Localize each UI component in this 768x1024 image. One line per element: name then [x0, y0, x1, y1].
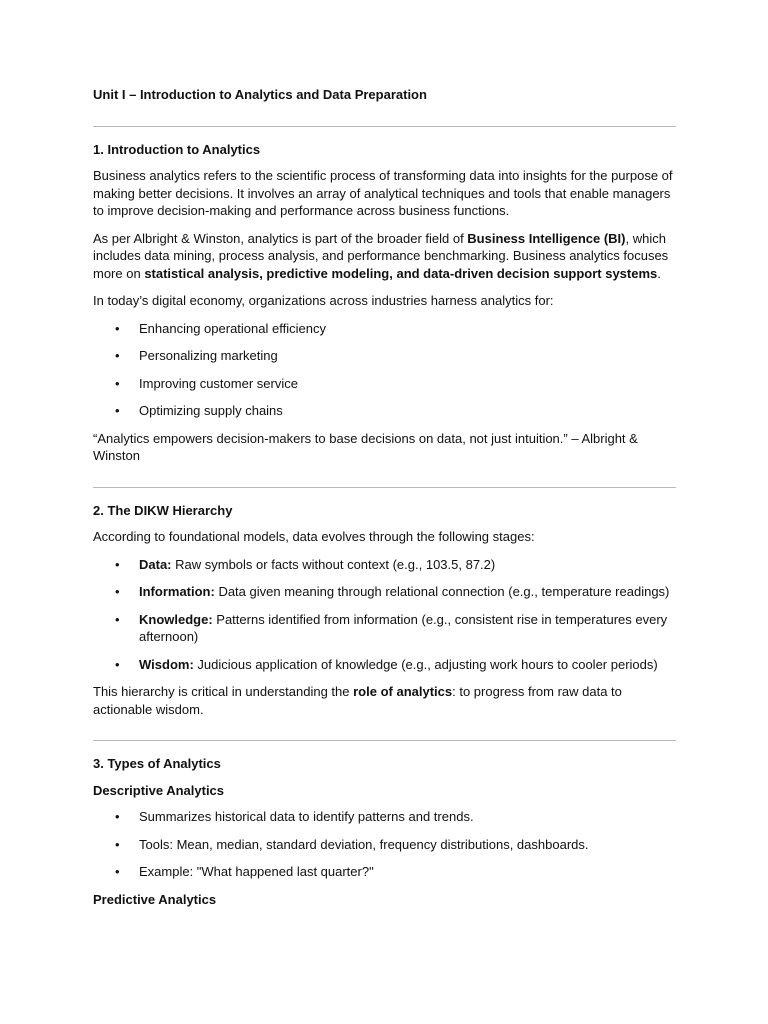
- bullet-icon: •: [115, 864, 120, 879]
- list-item: [93, 556, 676, 574]
- section-3-heading: 3. Types of Analytics: [93, 756, 221, 771]
- section-divider: [93, 740, 676, 741]
- list-item-text: Example: "What happened last quarter?": [139, 864, 374, 879]
- list-item: [93, 347, 676, 365]
- text-run: This hierarchy is critical in understanding the: [93, 684, 354, 699]
- text-run: .: [657, 265, 661, 281]
- list-item: [93, 863, 676, 881]
- list-item: [93, 611, 676, 646]
- list-item-text: Enhancing operational efficiency: [139, 320, 326, 336]
- section-2-heading: 2. The DIKW Hierarchy: [93, 502, 233, 518]
- bullet-icon: •: [115, 836, 120, 852]
- list-item: [93, 808, 676, 826]
- document-title: Unit I – Introduction to Analytics and Data Preparation: [93, 87, 427, 102]
- section-1-quote: “Analytics empowers decision-makers to base decisions on data, not just intuition.” – Albright & Winston: [93, 430, 638, 463]
- section-divider: [93, 487, 676, 488]
- spacer: [93, 475, 676, 487]
- list-item-text: Judicious application of knowledge (e.g., adjusting work hours to cooler periods): [193, 656, 658, 672]
- list-item-text: Tools: Mean, median, standard deviation, frequency distributions, dashboards.: [139, 836, 589, 852]
- bold-text-bi: Business Intelligence (BI): [467, 230, 626, 246]
- section-3-bullet-list: [93, 808, 676, 881]
- list-item: [93, 320, 676, 338]
- list-item-text: Optimizing supply chains: [139, 403, 283, 418]
- section-1-bullet-list: [93, 320, 676, 420]
- list-item-text: Raw symbols or facts without context (e.g., 103.5, 87.2): [171, 556, 496, 572]
- text-run: As per Albright & Winston, analytics is part of the broader field of: [93, 230, 468, 246]
- list-item-text: Patterns identified from information (e.g., consistent rise in temperatures every afternoon): [139, 611, 668, 644]
- text-run: : to progress from raw data to actionable wisdom.: [93, 684, 622, 717]
- spacer: [93, 728, 676, 740]
- document-page: [93, 86, 676, 917]
- list-item-text: Personalizing marketing: [139, 348, 278, 363]
- section-1-paragraph-3: In today’s digital economy, organizations across industries harness analytics for:: [93, 293, 554, 308]
- list-item: [93, 375, 676, 393]
- bullet-icon: •: [115, 809, 120, 824]
- list-item: [93, 836, 676, 854]
- bold-text-role: role of analytics: [353, 684, 453, 699]
- bullet-icon: •: [115, 375, 120, 391]
- bullet-icon: •: [115, 320, 120, 336]
- bullet-icon: •: [115, 584, 120, 599]
- bullet-icon: •: [115, 348, 120, 363]
- list-item-text: Data given meaning through relational connection (e.g., temperature readings): [214, 584, 670, 599]
- list-item: [93, 402, 676, 420]
- list-item: [93, 583, 676, 601]
- list-item-term: Information:: [139, 584, 215, 599]
- list-item-text: Improving customer service: [139, 375, 298, 391]
- list-item: [93, 656, 676, 674]
- list-item-term: Knowledge:: [139, 611, 213, 627]
- list-item-term: Wisdom:: [139, 656, 194, 672]
- list-item-text: Summarizes historical data to identify patterns and trends.: [139, 809, 474, 824]
- section-divider: [93, 126, 676, 127]
- bullet-icon: •: [115, 556, 120, 572]
- section-1-paragraph-1: Business analytics refers to the scientific process of transforming data into insights for the purpose of making better decisions. It involves an array of analytical techniques and tools that enable managers to improve decision-making and performance across business functions.: [93, 168, 673, 218]
- bold-text-focus: statistical analysis, predictive modeling, and data-driven decision support systems: [144, 265, 658, 281]
- subheading-predictive: Predictive Analytics: [93, 891, 217, 907]
- list-item-term: Data:: [139, 556, 172, 572]
- section-2-bullet-list: [93, 556, 676, 674]
- section-2-outro: [93, 683, 676, 718]
- bullet-icon: •: [115, 656, 120, 672]
- bullet-icon: •: [115, 403, 120, 418]
- section-1-paragraph-2: [93, 230, 676, 283]
- section-2-intro: According to foundational models, data evolves through the following stages:: [93, 529, 535, 544]
- text-run: , which includes data mining, process analysis, and performance benchmarking. Business analytics focuses more on: [93, 230, 669, 281]
- section-1-heading: 1. Introduction to Analytics: [93, 141, 261, 157]
- subheading-descriptive: Descriptive Analytics: [93, 782, 225, 798]
- bullet-icon: •: [115, 611, 120, 627]
